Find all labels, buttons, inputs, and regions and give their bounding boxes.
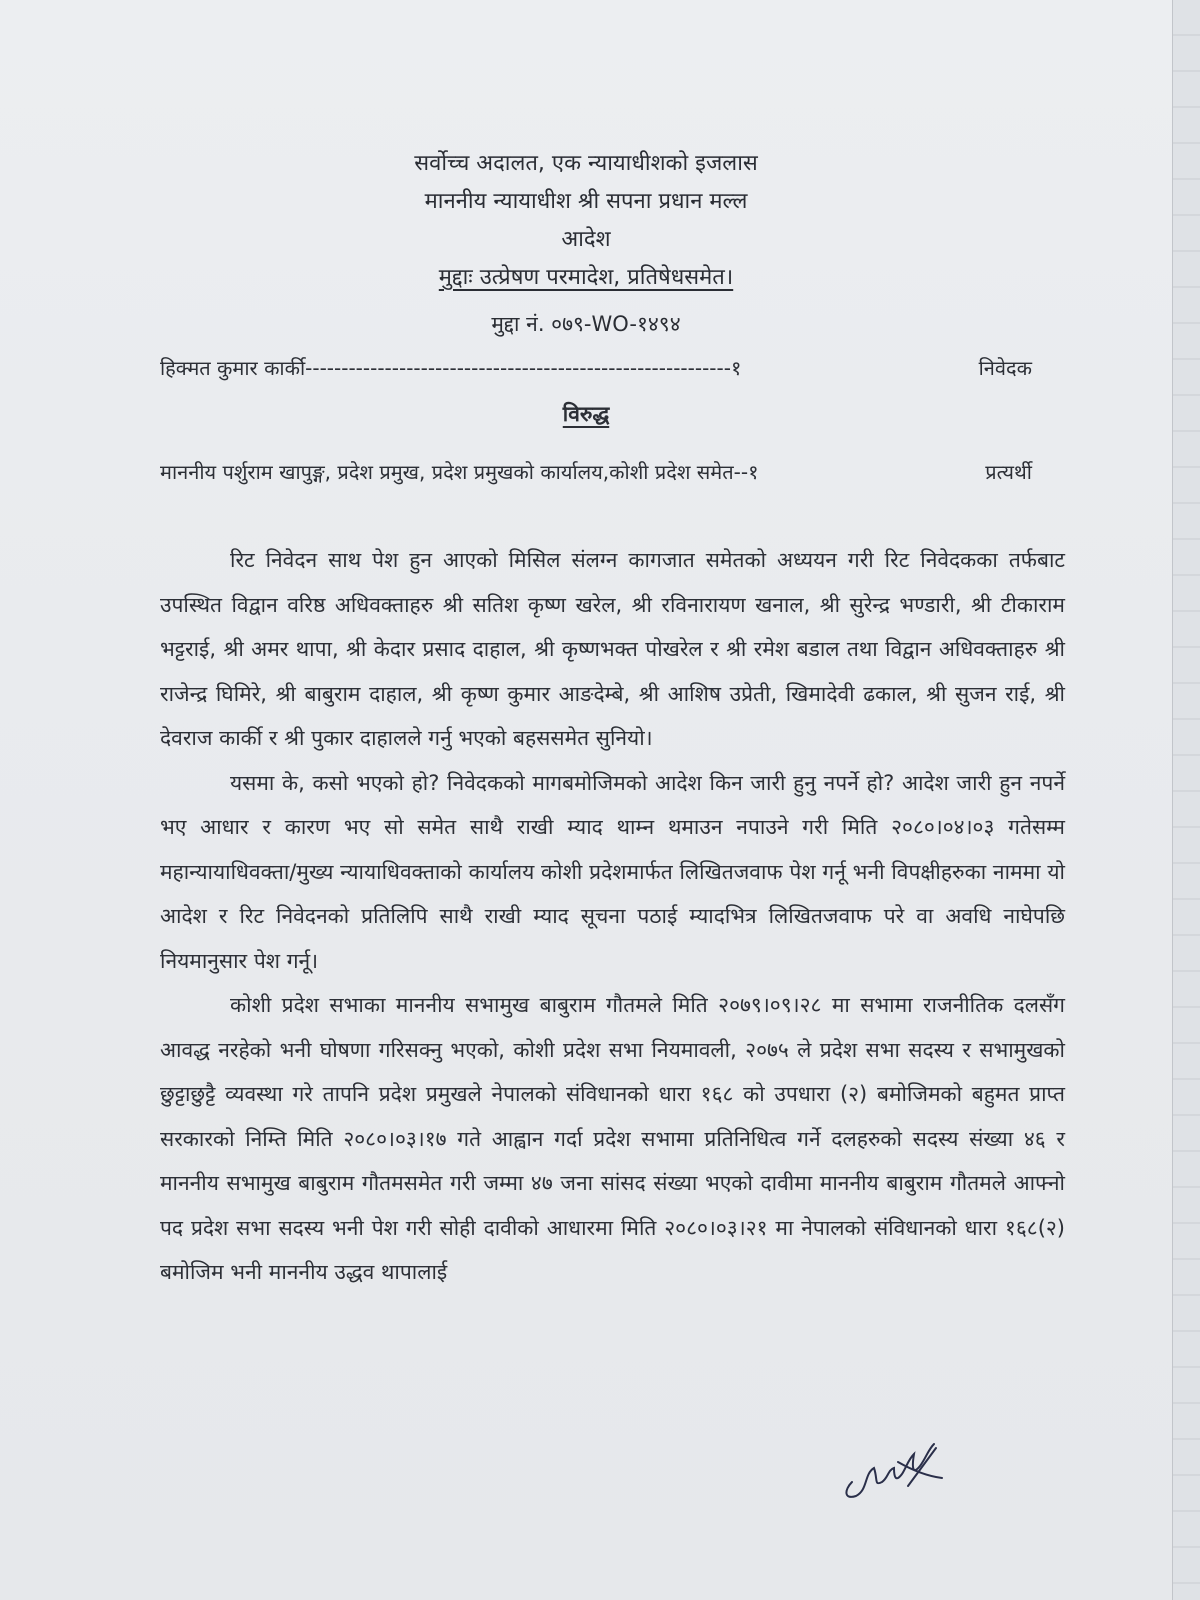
case-number: मुद्दा नं. ०७९-WO-१४९४	[491, 312, 681, 336]
petitioner-name: हिक्मत कुमार कार्की-----------------------------------------------------------१	[160, 356, 742, 380]
order-body	[160, 538, 1065, 1295]
case-type: मुद्दाः उत्प्रेषण परमादेश, प्रतिषेधसमेत।	[438, 265, 734, 290]
handwritten-signature	[838, 1424, 948, 1504]
versus-heading: विरुद्ध	[562, 402, 610, 426]
respondent-name: माननीय पर्शुराम खापुङ्ग, प्रदेश प्रमुख, प्रदेश प्रमुखको कार्यालय,कोशी प्रदेश समेत--१	[160, 460, 759, 484]
next-page-edge	[1172, 0, 1200, 1600]
order-title: आदेश	[561, 227, 611, 252]
document-header	[0, 148, 1172, 346]
petitioner-role: निवेदक	[978, 356, 1032, 380]
court-name: सर्वोच्च अदालत, एक न्यायाधीशको इजलास	[414, 151, 758, 176]
respondent-row	[160, 458, 1060, 486]
judge-name: माननीय न्यायाधीश श्री सपना प्रधान मल्ल	[424, 189, 748, 214]
paragraph-facts: कोशी प्रदेश सभाका माननीय सभामुख बाबुराम गौतमले मिति २०७९।०९।२८ मा सभामा राजनीतिक दलसँग आवद्ध नरहेको भनी घोषणा गरिसक्नु भएको, कोशी प्रदेश सभा नियमावली, २०७५ ले प्रदेश सभा सदस्य र सभामुखको छुट्टाछुट्टै व्यवस्था गरे तापनि प्रदेश प्रमुखले नेपालको संविधानको धारा १६८ को उपधारा (२) बमोजिमको बहुमत प्राप्त सरकारको निम्ति मिति २०८०।०३।१७ गते आह्वान गर्दा प्रदेश सभामा प्रतिनिधित्व गर्ने दलहरुको सदस्य संख्या ४६ र माननीय सभामुख बाबुराम गौतमसमेत गरी जम्मा ४७ जना सांसद संख्या भएको दावीमा माननीय बाबुराम गौतमले आफ्नो पद प्रदेश सभा सदस्य भनी पेश गरी सोही दावीको आधारमा मिति २०८०।०३।२१ मा नेपालको संविधानको धारा १६८(२) बमोजिम भनी माननीय उद्धव थापालाई	[160, 993, 1065, 1284]
respondent-role: प्रत्यर्थी	[985, 460, 1032, 484]
paragraph-show-cause: यसमा के, कसो भएको हो? निवेदकको मागबमोजिमको आदेश किन जारी हुनु नपर्ने हो? आदेश जारी हुन नपर्ने भए आधार र कारण भए सो समेत साथै राखी म्याद थाम्न थमाउन नपाउने गरी मिति २०८०।०४।०३ गतेसम्म महान्यायाधिवक्ता/मुख्य न्यायाधिवक्ताको कार्यालय कोशी प्रदेशमार्फत लिखितजवाफ पेश गर्नू भनी विपक्षीहरुका नाममा यो आदेश र रिट निवेदनको प्रतिलिपि साथै राखी म्याद सूचना पठाई म्यादभित्र लिखितजवाफ परे वा अवधि नाघेपछि नियमानुसार पेश गर्नू।	[160, 770, 1065, 973]
petitioner-row	[160, 354, 1060, 382]
paragraph-hearing: रिट निवेदन साथ पेश हुन आएको मिसिल संलग्न कागजात समेतको अध्ययन गरी रिट निवेदकका तर्फबाट उपस्थित विद्वान वरिष्ठ अधिवक्ताहरु श्री सतिश कृष्ण खरेल, श्री रविनारायण खनाल, श्री सुरेन्द्र भण्डारी, श्री टीकाराम भट्टराई, श्री अमर थापा, श्री केदार प्रसाद दाहाल, श्री कृष्णभक्त पोखरेल र श्री रमेश बडाल तथा विद्वान अधिवक्ताहरु श्री राजेन्द्र घिमिरे, श्री बाबुराम दाहाल, श्री कृष्ण कुमार आङदेम्बे, श्री आशिष उप्रेती, खिमादेवी ढकाल, श्री सुजन राई, श्री देवराज कार्की र श्री पुकार दाहालले गर्नु भएको बहससमेत सुनियो।	[160, 548, 1065, 750]
